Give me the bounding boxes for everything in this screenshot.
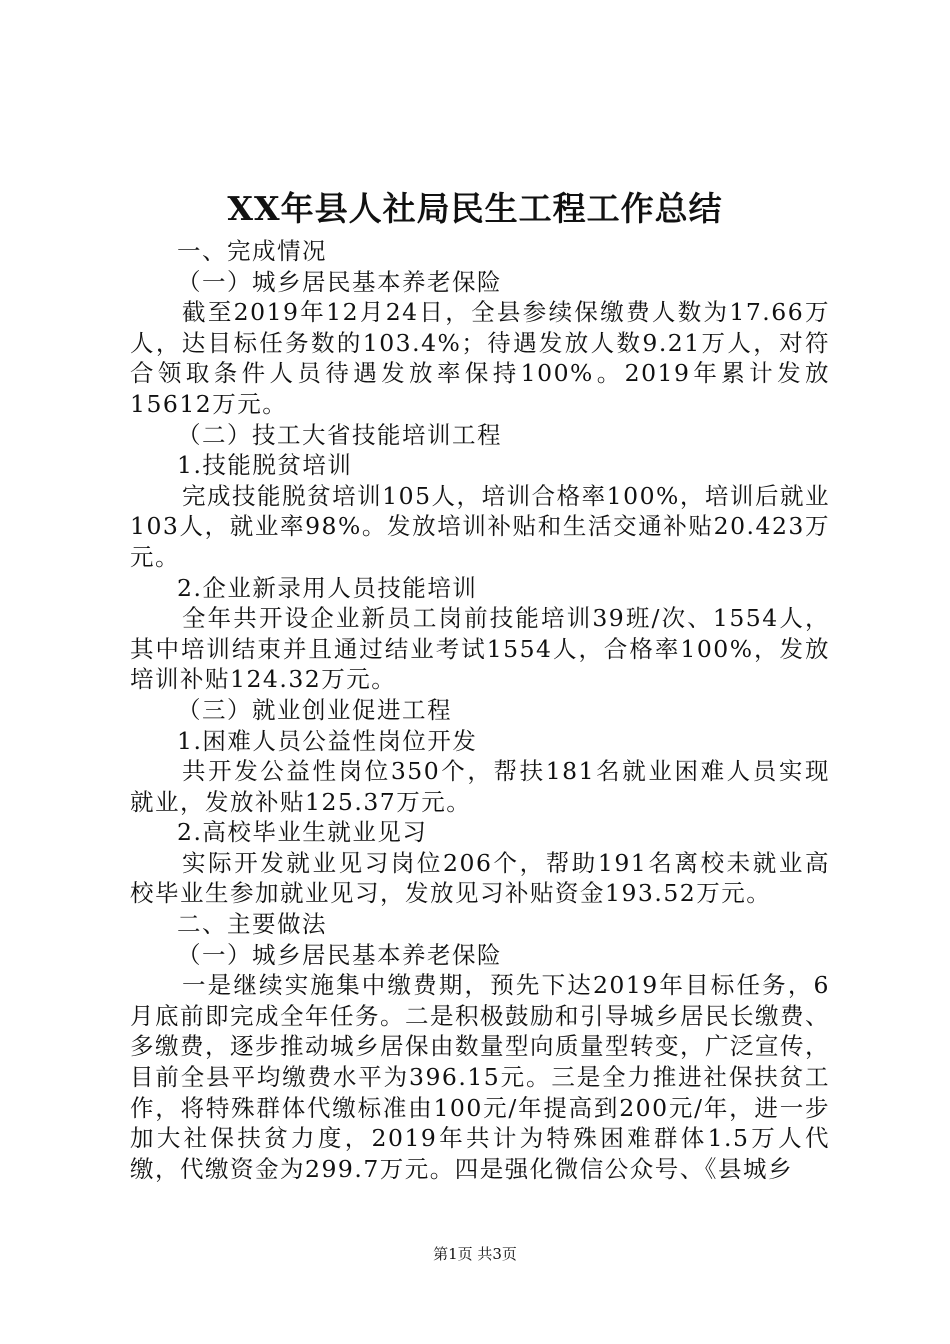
section-heading: 二、主要做法 <box>177 910 327 939</box>
numbered-item-heading: 2.企业新录用人员技能培训 <box>177 573 478 602</box>
numbered-item-heading: 1.困难人员公益性岗位开发 <box>177 726 478 755</box>
subsection-heading: （一）城乡居民基本养老保险 <box>177 267 502 296</box>
page-footer: 第1页 共3页 <box>433 1245 517 1263</box>
paragraph: 完成技能脱贫培训105人，培训合格率100%，培训后就业103人，就业率98%。发放培训补贴和生活交通补贴20.423万元。 <box>130 481 830 571</box>
paragraph: 截至2019年12月24日，全县参续保缴费人数为17.66万人，达目标任务数的103.4%；待遇发放人数9.21万人，对符合领取条件人员待遇发放率保持100%。2019年累计发放15612万元。 <box>130 298 830 418</box>
numbered-item-heading: 2.高校毕业生就业见习 <box>177 818 428 847</box>
subsection-heading: （三）就业创业促进工程 <box>177 695 452 724</box>
section-heading: 一、完成情况 <box>177 237 327 265</box>
subsection-heading: （一）城乡居民基本养老保险 <box>177 940 502 969</box>
paragraph: 共开发公益性岗位350个，帮扶181名就业困难人员实现就业，发放补贴125.37万元。 <box>130 757 830 816</box>
document-body <box>130 236 830 1184</box>
numbered-item-heading: 1.技能脱贫培训 <box>177 451 353 480</box>
paragraph: 实际开发就业见习岗位206个，帮助191名离校未就业高校毕业生参加就业见习，发放见习补贴资金193.52万元。 <box>130 848 830 908</box>
subsection-heading: （二）技工大省技能培训工程 <box>177 420 502 449</box>
document-title: XX年县人社局民生工程工作总结 <box>227 189 723 228</box>
paragraph: 全年共开设企业新员工岗前技能培训39班/次、1554人，其中培训结束并且通过结业考试1554人，合格率100%，发放培训补贴124.32万元。 <box>130 604 830 694</box>
paragraph: 一是继续实施集中缴费期，预先下达2019年目标任务，6月底前即完成全年任务。二是积极鼓励和引导城乡居民长缴费、多缴费，逐步推动城乡居保由数量型向质量型转变，广泛宣传，目前全县平均缴费水平为396.15元。三是全力推进社保扶贫工作，将特殊群体代缴标准由100元/年提高到200元/年，进一步加大社保扶贫力度，2019年共计为特殊困难群体1.5万人代缴，代缴资金为299.7万元。四是强化微信公众号、《县城乡 <box>130 971 830 1183</box>
